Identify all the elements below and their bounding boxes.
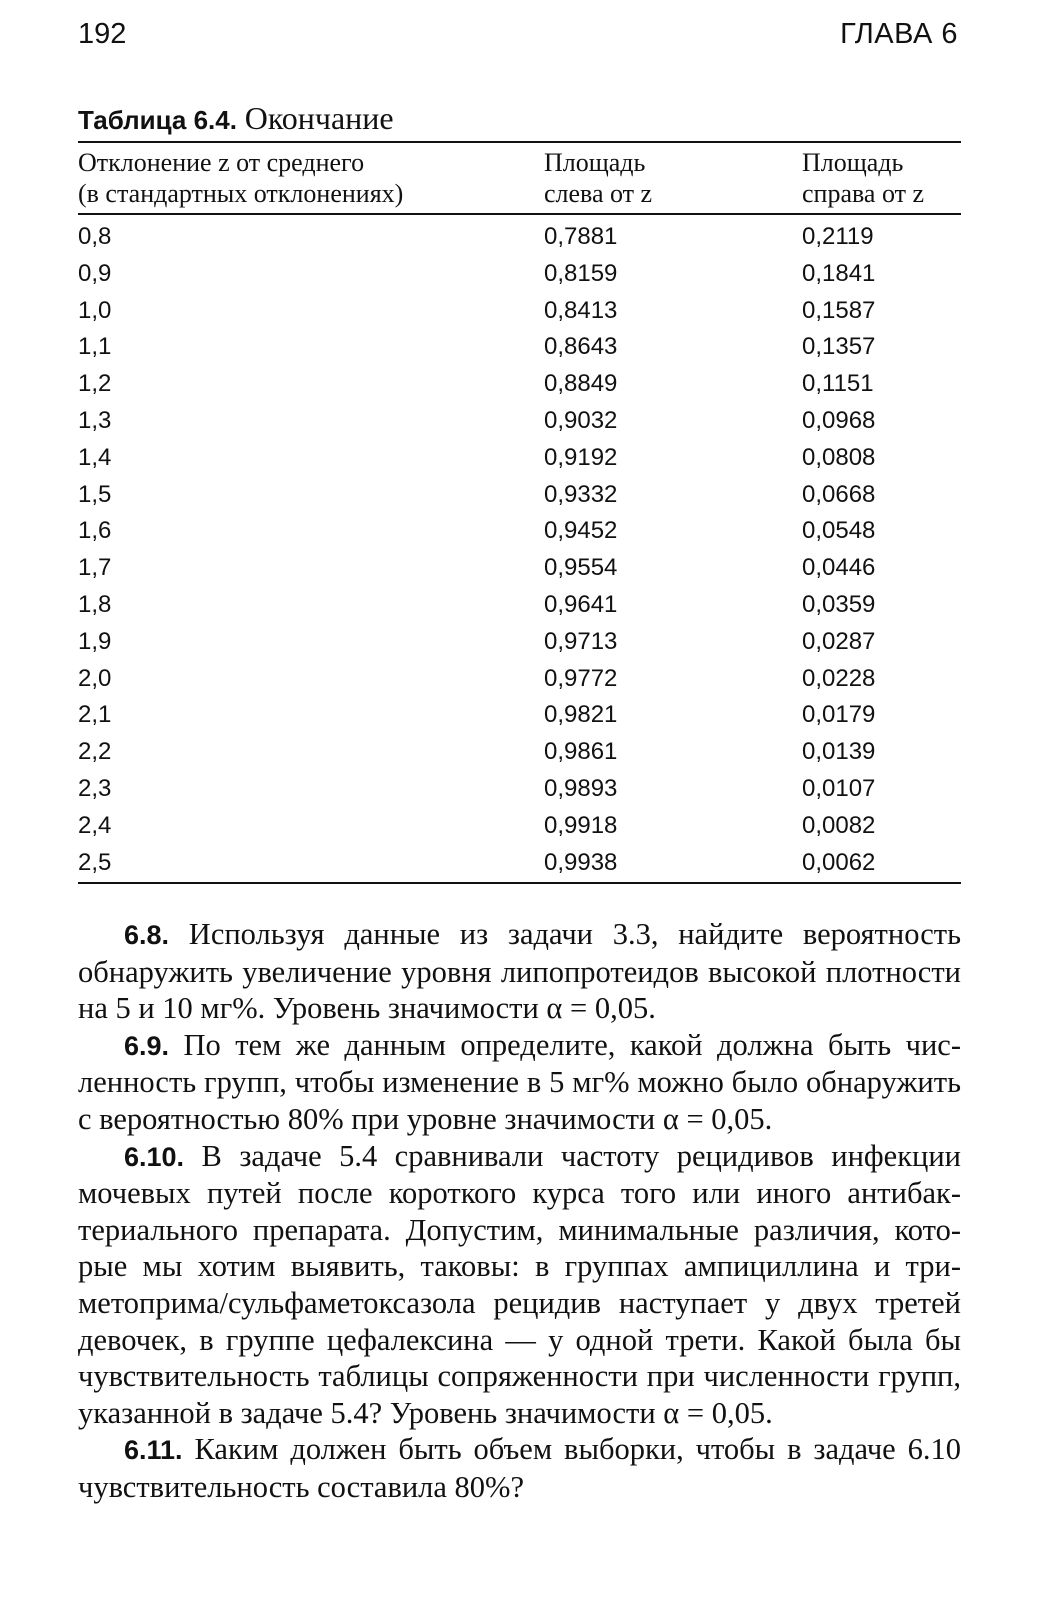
cell-area-left: 0,9821 (544, 701, 618, 729)
table-caption (78, 100, 394, 137)
table-row (78, 734, 961, 771)
table-row (78, 256, 961, 293)
table-row (78, 624, 961, 661)
cell-z-deviation: 1,4 (78, 443, 112, 471)
table-header-rule (78, 213, 961, 215)
cell-area-left: 0,9641 (544, 590, 618, 618)
cell-z-deviation: 1,7 (78, 554, 112, 582)
table-caption-label: Таблица 6.4. (78, 105, 237, 135)
cell-area-right: 0,0107 (802, 774, 876, 802)
cell-area-right: 0,0062 (802, 848, 876, 876)
cell-area-right: 0,0968 (802, 406, 876, 434)
problem-text: Используя данные из задачи 3.3, найдите вероятность обнаружить увеличение уровня липопротеидов высокой плотности на 5 и 10 мг%. Уровень значимости α = 0,05. (78, 917, 961, 1026)
column-header-area-left (544, 147, 764, 209)
cell-z-deviation: 2,0 (78, 664, 112, 692)
table-row (78, 440, 961, 477)
cell-area-right: 0,0179 (802, 701, 876, 729)
cell-area-right: 0,2119 (802, 223, 874, 250)
cell-area-left: 0,8413 (544, 296, 618, 324)
cell-z-deviation: 2,5 (78, 848, 112, 876)
cell-z-deviation: 2,4 (78, 811, 112, 839)
cell-z-deviation: 1,6 (78, 517, 112, 545)
cell-area-right: 0,1357 (802, 333, 876, 361)
cell-area-right: 0,0082 (802, 811, 876, 839)
cell-area-right: 0,0228 (802, 664, 876, 692)
cell-area-left: 0,9938 (544, 848, 618, 876)
table-row (78, 219, 961, 256)
column-header-area-right (802, 147, 972, 209)
cell-area-left: 0,8159 (544, 259, 618, 287)
cell-area-right: 0,0287 (802, 627, 876, 655)
cell-area-left: 0,8643 (544, 333, 618, 361)
cell-z-deviation: 1,8 (78, 590, 112, 618)
problem-paragraph (78, 1027, 961, 1138)
column-header-line: Площадь (544, 148, 646, 177)
problem-number: 6.11. (124, 1435, 183, 1466)
cell-area-left: 0,9861 (544, 738, 618, 766)
cell-area-left: 0,9713 (544, 627, 618, 655)
problem-number: 6.8. (124, 920, 170, 950)
cell-area-right: 0,0548 (802, 517, 876, 545)
problem-paragraph (78, 1431, 961, 1505)
cell-area-left: 0,9554 (544, 554, 618, 582)
table-row (78, 477, 961, 514)
table-top-rule (78, 141, 961, 143)
cell-z-deviation: 1,2 (78, 370, 112, 398)
cell-area-left: 0,9332 (544, 480, 618, 508)
cell-z-deviation: 0,9 (78, 259, 112, 287)
column-header-line: (в стандартных отклонениях) (78, 179, 404, 208)
cell-area-right: 0,0808 (802, 443, 876, 471)
cell-area-right: 0,0668 (802, 480, 876, 508)
column-header-deviation (78, 147, 518, 209)
problem-paragraph (78, 916, 961, 1027)
cell-area-right: 0,0139 (802, 738, 876, 766)
column-header-line: Площадь (802, 148, 904, 177)
page-number: 192 (78, 18, 127, 50)
table-row (78, 366, 961, 403)
table-row (78, 513, 961, 550)
cell-area-right: 0,1841 (802, 259, 876, 287)
cell-z-deviation: 1,5 (78, 480, 112, 508)
problem-text: В задаче 5.4 сравнивали частоту рецидивов инфекции мочевых путей после короткого курса того или иного антибактериального препарата. Допустим, минимальные различия, которые мы хотим выявить, таковы: в группах ампициллина и триметоприма/сульфаметоксазола рецидив наступает у двух третей девочек, в группе цефалексина — у одной трети. Какой была бы чувствительность таблицы сопряженности при численности групп, указанной в задаче 5.4? Уровень значимости α = 0,05. (78, 1138, 961, 1430)
cell-area-left: 0,9918 (544, 811, 618, 839)
cell-area-left: 0,7881 (544, 223, 618, 250)
table-body (78, 219, 961, 881)
table-row (78, 587, 961, 624)
cell-z-deviation: 1,0 (78, 296, 112, 324)
table-row (78, 771, 961, 808)
table-row (78, 403, 961, 440)
cell-area-right: 0,1151 (802, 370, 874, 398)
cell-z-deviation: 2,3 (78, 774, 112, 802)
table-caption-text: Окончание (244, 100, 394, 136)
cell-area-right: 0,1587 (802, 296, 876, 324)
table-row (78, 329, 961, 366)
table-row (78, 550, 961, 587)
column-header-line: справа от z (802, 179, 925, 208)
cell-z-deviation: 2,2 (78, 738, 112, 766)
cell-area-left: 0,9452 (544, 517, 618, 545)
cell-area-right: 0,0359 (802, 590, 876, 618)
cell-area-left: 0,8849 (544, 370, 618, 398)
running-head (78, 18, 958, 58)
problems-text (78, 916, 961, 1506)
problem-paragraph (78, 1138, 961, 1432)
table-row (78, 697, 961, 734)
problem-number: 6.10. (124, 1141, 185, 1172)
cell-z-deviation: 1,3 (78, 406, 112, 434)
problem-text: По тем же данным определите, какой должна быть численность групп, чтобы изменение в 5 мг% можно было обнаружить с вероятностью 80% при уровне значимости α = 0,05. (78, 1027, 961, 1136)
problem-number: 6.9. (124, 1030, 170, 1061)
cell-area-left: 0,9772 (544, 664, 618, 692)
cell-area-right: 0,0446 (802, 554, 876, 582)
cell-z-deviation: 2,1 (78, 701, 112, 729)
column-header-line: слева от z (544, 179, 653, 208)
table-bottom-rule (78, 882, 961, 884)
cell-area-left: 0,9192 (544, 443, 618, 471)
table-row (78, 845, 961, 882)
table-row (78, 808, 961, 845)
cell-area-left: 0,9893 (544, 774, 618, 802)
chapter-title: ГЛАВА 6 (840, 18, 958, 50)
table-row (78, 293, 961, 330)
problem-text: Каким должен быть объем выборки, чтобы в задаче 6.10 чувствительность составила 80%? (78, 1432, 961, 1504)
cell-z-deviation: 1,1 (78, 333, 112, 361)
cell-area-left: 0,9032 (544, 406, 618, 434)
cell-z-deviation: 0,8 (78, 223, 112, 250)
table-row (78, 661, 961, 698)
column-header-line: Отклонение z от среднего (78, 148, 365, 177)
cell-z-deviation: 1,9 (78, 627, 112, 655)
